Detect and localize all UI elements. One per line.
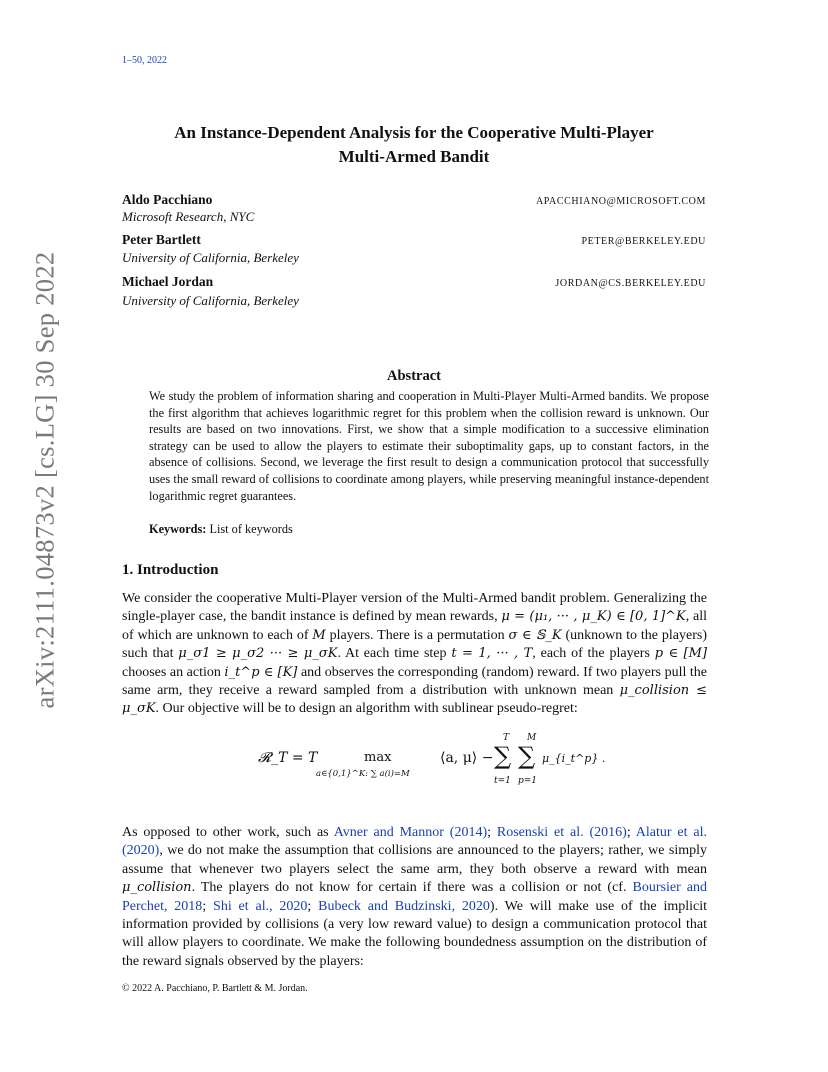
math-inline: μ_collision ≤ μ_σK xyxy=(122,683,708,717)
author-name: Aldo Pacchiano xyxy=(122,192,213,207)
sum-sign-1: ∑ xyxy=(494,742,512,770)
author-email: PETER@BERKELEY.EDU xyxy=(581,236,706,247)
page-range-link[interactable]: 1–50, 2022 xyxy=(122,55,167,66)
text-run: ; xyxy=(487,825,497,840)
intro-paragraph-2 xyxy=(122,824,707,971)
keywords xyxy=(149,522,293,537)
intro-paragraph-1 xyxy=(122,590,707,719)
math-inline: σ ∈ 𝕊_K xyxy=(508,627,562,643)
equation-max-subscript: a∈{0,1}^K: ∑ a(i)=M xyxy=(316,769,410,779)
author-name: Michael Jordan xyxy=(122,274,214,289)
math-inline: p ∈ [M] xyxy=(654,646,708,662)
text-run: . At each time step xyxy=(337,646,452,662)
regret-equation xyxy=(0,733,828,803)
text-run: . The players do not know for certain if there was a collision or not (cf. xyxy=(191,880,633,896)
sum-lower-t: t=1 xyxy=(494,776,511,786)
equation-inner-product: ⟨a, μ⟩ − xyxy=(440,750,494,766)
math-inline: μ = (μ₁, ··· , μ_K) ∈ [0, 1]^K xyxy=(501,609,686,625)
title-line-1: An Instance-Dependent Analysis for the Cooperative Multi-Player xyxy=(174,123,654,142)
math-inline: i_t^p ∈ [K] xyxy=(224,664,298,680)
abstract-text: We study the problem of information sharing and cooperation in Multi-Player Multi-Armed bandits. We propose the first algorithm that achieves logarithmic regret for this problem when the collision reward is unknown. Our results are based on two innovations. First, we show that a simple modification to a successive elimination strategy can be used to allow the players to estimate their suboptimality gaps, up to constant factors, in the absence of collisions. Second, we leverage the first result to design a communication protocol that successfully uses the small reward of collisions to coordinate among players, while preserving meaningful instance-dependent logarithmic regret guarantees. xyxy=(149,389,709,503)
text-run: (unknown to the players) such that xyxy=(122,627,707,662)
arxiv-stamp: arXiv:2111.04873v2 [cs.LG] 30 Sep 2022 xyxy=(29,251,60,709)
sum-sign-2: ∑ xyxy=(518,742,536,770)
text-run: . Our objective will be to design an algorithm with sublinear pseudo-regret: xyxy=(155,701,578,717)
title-line-2: Multi-Armed Bandit xyxy=(338,147,490,166)
sum-upper-t: T xyxy=(503,733,510,743)
author-affiliation: University of California, Berkeley xyxy=(122,293,299,308)
keywords-label: Keywords: xyxy=(149,522,207,536)
abstract-heading: Abstract xyxy=(387,368,441,384)
text-run: chooses an action xyxy=(122,664,225,680)
citation-link[interactable]: Avner and Mannor (2014) xyxy=(333,825,488,840)
equation-term: μ_{i_t^p} . xyxy=(542,752,606,765)
author-affiliation: Microsoft Research, NYC xyxy=(122,209,255,224)
text-run: ; xyxy=(307,898,319,914)
copyright-footer: © 2022 A. Pacchiano, P. Bartlett & M. Jordan. xyxy=(122,983,308,994)
math-inline: t = 1, ··· , T xyxy=(451,646,533,662)
equation-lhs: 𝓡_T = T xyxy=(258,750,318,766)
text-run: We consider the cooperative Multi-Player version of the Multi-Armed bandit problem. Generalizing the single-player case, the bandit instance is defined by mean rewards, xyxy=(122,591,707,625)
author-affiliation: University of California, Berkeley xyxy=(122,250,299,265)
citation-link[interactable]: Rosenski et al. (2016) xyxy=(496,825,627,840)
sum-upper-m: M xyxy=(527,733,537,743)
text-run: , each of the players xyxy=(532,646,655,662)
citation-link[interactable]: Boursier and Perchet, 2018 xyxy=(122,880,707,914)
sum-lower-p: p=1 xyxy=(518,776,538,786)
text-run: ; xyxy=(626,825,636,840)
equation-max: max xyxy=(364,750,392,765)
keywords-value: List of keywords xyxy=(209,522,293,536)
citation-link[interactable]: Alatur et al. (2020) xyxy=(122,825,707,859)
text-run: and observes the corresponding (random) reward. If two players pull the same arm, they receive a reward sampled from a distribution with unknown mean xyxy=(122,664,708,699)
text-run: , all of which are unknown to each of xyxy=(122,609,708,643)
paper-title xyxy=(0,121,828,169)
math-inline: μ_collision xyxy=(122,880,192,896)
text-run: , we do not make the assumption that collisions are announced to the players; rather, we simply assume that whenever two players select the same arm, they both observe a reward with mean xyxy=(122,843,707,877)
citation-link[interactable]: Shi et al., 2020 xyxy=(213,898,308,914)
section-heading: 1. Introduction xyxy=(122,562,219,578)
math-inline: μ_σ1 ≥ μ_σ2 ··· ≥ μ_σK xyxy=(178,646,338,662)
math-inline: M xyxy=(312,627,326,643)
text-run: players. There is a permutation xyxy=(325,627,509,643)
author-email: JORDAN@CS.BERKELEY.EDU xyxy=(555,278,706,289)
text-run: As opposed to other work, such as xyxy=(122,825,334,840)
author-name: Peter Bartlett xyxy=(122,232,201,247)
citation-link[interactable]: Bubeck and Budzinski, 2020 xyxy=(318,898,490,914)
page-reference xyxy=(122,55,167,66)
author-email: APACCHIANO@MICROSOFT.COM xyxy=(535,196,706,207)
text-run: ; xyxy=(202,898,214,914)
text-run: ). We will make use of the implicit information provided by collisions (a very low reward value) to design a communication protocol that will allow players to coordinate. We make the following boundedness assumption on the distribution of the reward signals observed by the players: xyxy=(122,898,708,969)
